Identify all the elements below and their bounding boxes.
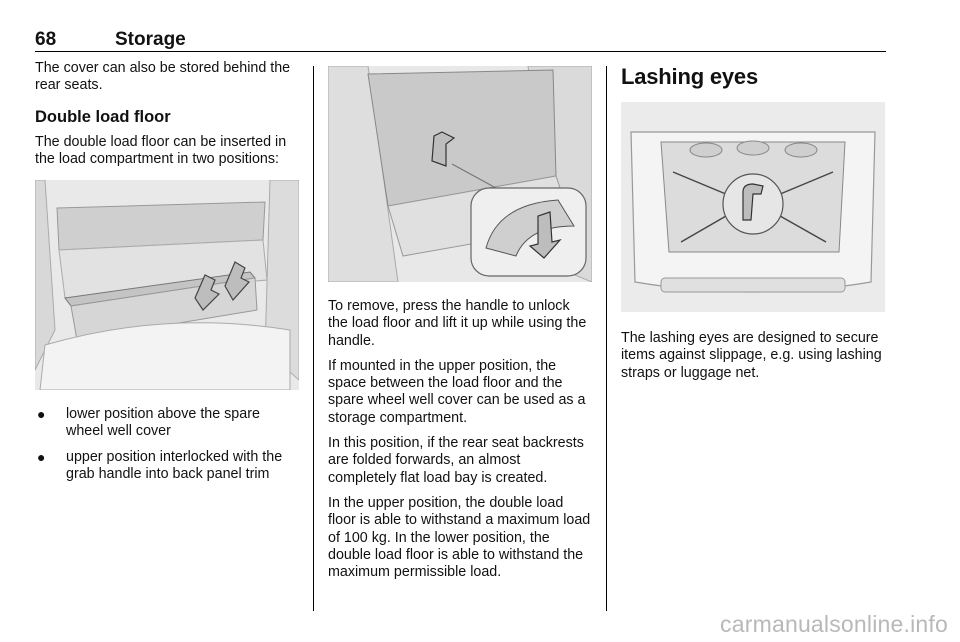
list-item: [35, 406, 299, 441]
max-load-paragraph: In the upper position, the double load floor is able to withstand a maximum load of 100 kg. In the lower position, the double load floor is able to withstand the maximum permissible load.: [328, 494, 591, 581]
column-middle: [328, 60, 592, 589]
list-item: [35, 449, 299, 484]
bullet-icon: ●: [37, 406, 46, 423]
section-title: Storage: [115, 29, 186, 50]
bullet-icon: ●: [37, 448, 46, 465]
remove-paragraph: To remove, press the handle to unlock the load floor and lift it up while using the handle.: [328, 298, 587, 349]
watermark: carmanualsonline.info: [720, 611, 948, 637]
list-item-text: lower position above the spare wheel well cover: [66, 406, 260, 440]
intro-paragraph: The cover can also be stored behind the rear seats.: [35, 60, 291, 94]
load-floor-illustration: [35, 180, 299, 390]
upper-position-paragraph: If mounted in the upper position, the space between the load floor and the spare wheel well cover can be used as a storage compartment.: [328, 357, 586, 426]
flat-load-bay-paragraph: In this position, if the rear seat backrests are folded forwards, an almost completely flat load bay is created.: [328, 435, 584, 486]
column-right: [621, 60, 885, 390]
lashing-eyes-illustration: [621, 102, 885, 312]
remove-instructions: [328, 298, 592, 581]
lashing-eyes-paragraph: The lashing eyes are designed to secure items against slippage, e.g. using lashing straps or luggage net.: [621, 330, 882, 381]
double-load-floor-heading: Double load floor: [35, 107, 171, 126]
remove-floor-illustration: [328, 66, 592, 282]
lashing-eyes-heading: Lashing eyes: [621, 64, 758, 89]
positions-list: [35, 406, 299, 483]
column-left: [35, 60, 299, 491]
column-divider: [313, 66, 314, 611]
page-number: 68: [35, 29, 57, 50]
column-divider: [606, 66, 607, 611]
page-header: [35, 26, 886, 52]
list-item-text: upper position interlocked with the grab handle into back panel trim: [66, 448, 283, 483]
double-load-floor-paragraph: The double load floor can be inserted in the load compartment in two positions:: [35, 133, 287, 167]
